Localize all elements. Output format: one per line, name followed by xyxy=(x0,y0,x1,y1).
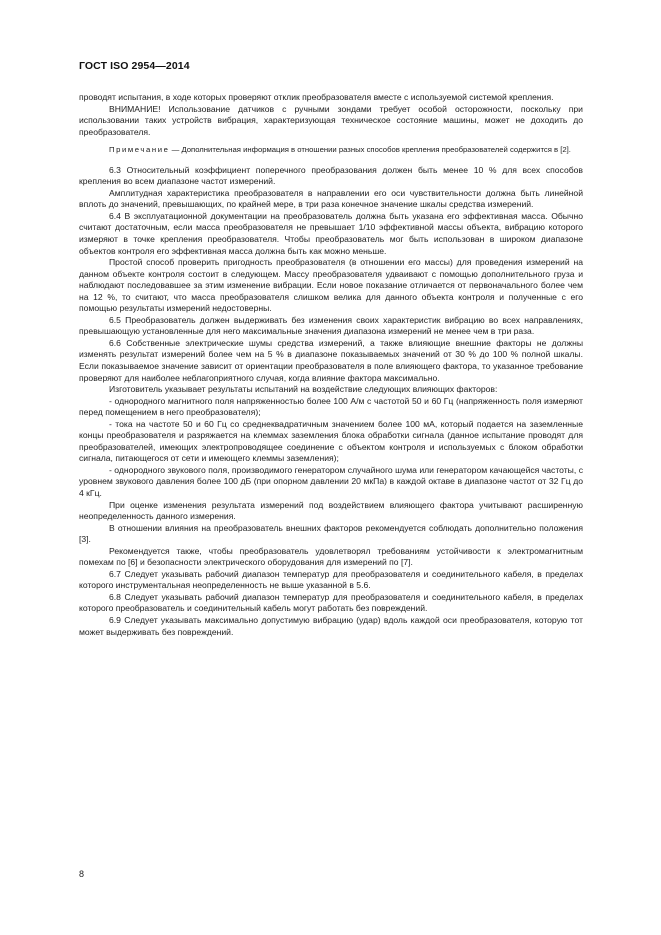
paragraph: При оценке изменения результата измерений под воздействием влияющего фактора учитывают расширенную неопределенность данного измерения. xyxy=(79,499,583,522)
note-text: — Дополнительная информация в отношении разных способов крепления преобразователей содержится в [2]. xyxy=(169,145,571,155)
page-number: 8 xyxy=(79,869,85,879)
warning-paragraph: ВНИМАНИЕ! Использование датчиков с ручными зондами требует особой осторожности, поскольку при использовании таких устройств вибрация, характеризующая техническое состояние машины, может не доходить до преобразователя. xyxy=(79,103,583,137)
paragraph: проводят испытания, в ходе которых проверяют отклик преобразователя вместе с используемой системой крепления. xyxy=(79,92,554,102)
clause-6-9: 6.9 Следует указывать максимально допустимую вибрацию (удар) вдоль каждой оси преобразователя, которую тот может выдерживать без повреждений. xyxy=(79,615,583,637)
paragraph: В отношении влияния на преобразователь внешних факторов рекомендуется соблюдать дополнительно положения [3]. xyxy=(79,522,583,545)
paragraph: Амплитудная характеристика преобразователя в направлении его оси чувствительности должна быть линейной вплоть до значений, превышающих, по крайней мере, в три раза конечное значение шкалы средства измерений. xyxy=(79,187,583,210)
clause-6-3: 6.3 Относительный коэффициент поперечного преобразования должен быть менее 10 % для всех способов крепления во всем диапазоне частот измерений. xyxy=(79,164,583,187)
paragraph: Рекомендуется также, чтобы преобразователь удовлетворял требованиям устойчивости к электромагнитным помехам по [6] и безопасности электрического оборудования для измерений по [7]. xyxy=(79,545,583,568)
list-item: - тока на частоте 50 и 60 Гц со среднеквадратичным значением более 100 мА, который подается на заземленные концы преобразователя и разряжается на клеммах заземления блока обработки сигнала (данное испытание проводят для преобразователей, имеющих электропроводящее соединение с объектом контроля и используемых с блоком обработки сигнала, питающегося от сети и имеющего клеммы заземления); xyxy=(79,418,583,464)
clause-6-8: 6.8 Следует указывать рабочий диапазон температур для преобразователя и соединительного кабеля, в пределах которого преобразователь и соединительный кабель могут работать без повреждений. xyxy=(79,591,583,614)
clause-6-4: 6.4 В эксплуатационной документации на преобразователь должна быть указана его эффективная масса. Обычно считают достаточным, если масса преобразователя не превышает 1/10 эффективной массы объекта, вибрацию которого измеряют в точке крепления преобразователя. Чтобы преобразователь мог быть использован в широком диапазоне объектов контроля его эффективная масса должна быть как можно меньше. xyxy=(79,210,583,256)
note-label: Примечание xyxy=(109,145,170,155)
paragraph: Изготовитель указывает результаты испытаний на воздействие следующих влияющих факторов: xyxy=(109,384,498,395)
list-item: - однородного магнитного поля напряженностью более 100 А/м с частотой 50 и 60 Гц (напряженность поля измеряют перед помещением в него преобразователя); xyxy=(79,395,583,418)
standard-header: ГОСТ ISO 2954—2014 xyxy=(79,60,190,72)
clause-6-5: 6.5 Преобразователь должен выдерживать без изменения своих характеристик вибрацию во всех направлениях, превышающую установленные для него максимальные значения диапазона измерений не менее чем в три раза. xyxy=(79,314,583,337)
paragraph: Простой способ проверить пригодность преобразователя (в отношении его массы) для проведения измерений на данном объекте контроля состоит в следующем. Массу преобразователя удваивают с помощью дополнительного груза и наблюдают последовавшее за этим изменение вибрации. Если новое показание отличается от первоначального более чем на 12 %, то считают, что масса преобразователя слишком велика для данного объекта контроля и полученные с его помощью результаты измерений недостоверны. xyxy=(79,257,583,314)
clause-6-6: 6.6 Собственные электрические шумы средства измерений, а также влияющие внешние факторы не должны изменять результат измерений более чем на 5 % в диапазоне показываемых значений от 30 % до 100 % полной шкалы. Если показываемое значение зависит от ориентации преобразователя в поле влияющего фактора, то указанное требование проверяют для наиболее неблагоприятного случая, когда влияние фактора максимально. xyxy=(79,337,583,383)
list-item: - однородного звукового поля, производимого генератором случайного шума или генератором качающейся частоты, с уровнем звукового давления более 100 дБ (при опорном давлении 20 мкПа) в каждой октаве в диапазоне частот от 32 Гц до 4 кГц. xyxy=(79,464,583,498)
clause-6-7: 6.7 Следует указывать рабочий диапазон температур для преобразователя и соединительного кабеля, в пределах которого инструментальная неопределенность не выше указанной в 5.6. xyxy=(79,568,583,591)
note xyxy=(79,144,583,156)
body-text xyxy=(79,92,583,638)
